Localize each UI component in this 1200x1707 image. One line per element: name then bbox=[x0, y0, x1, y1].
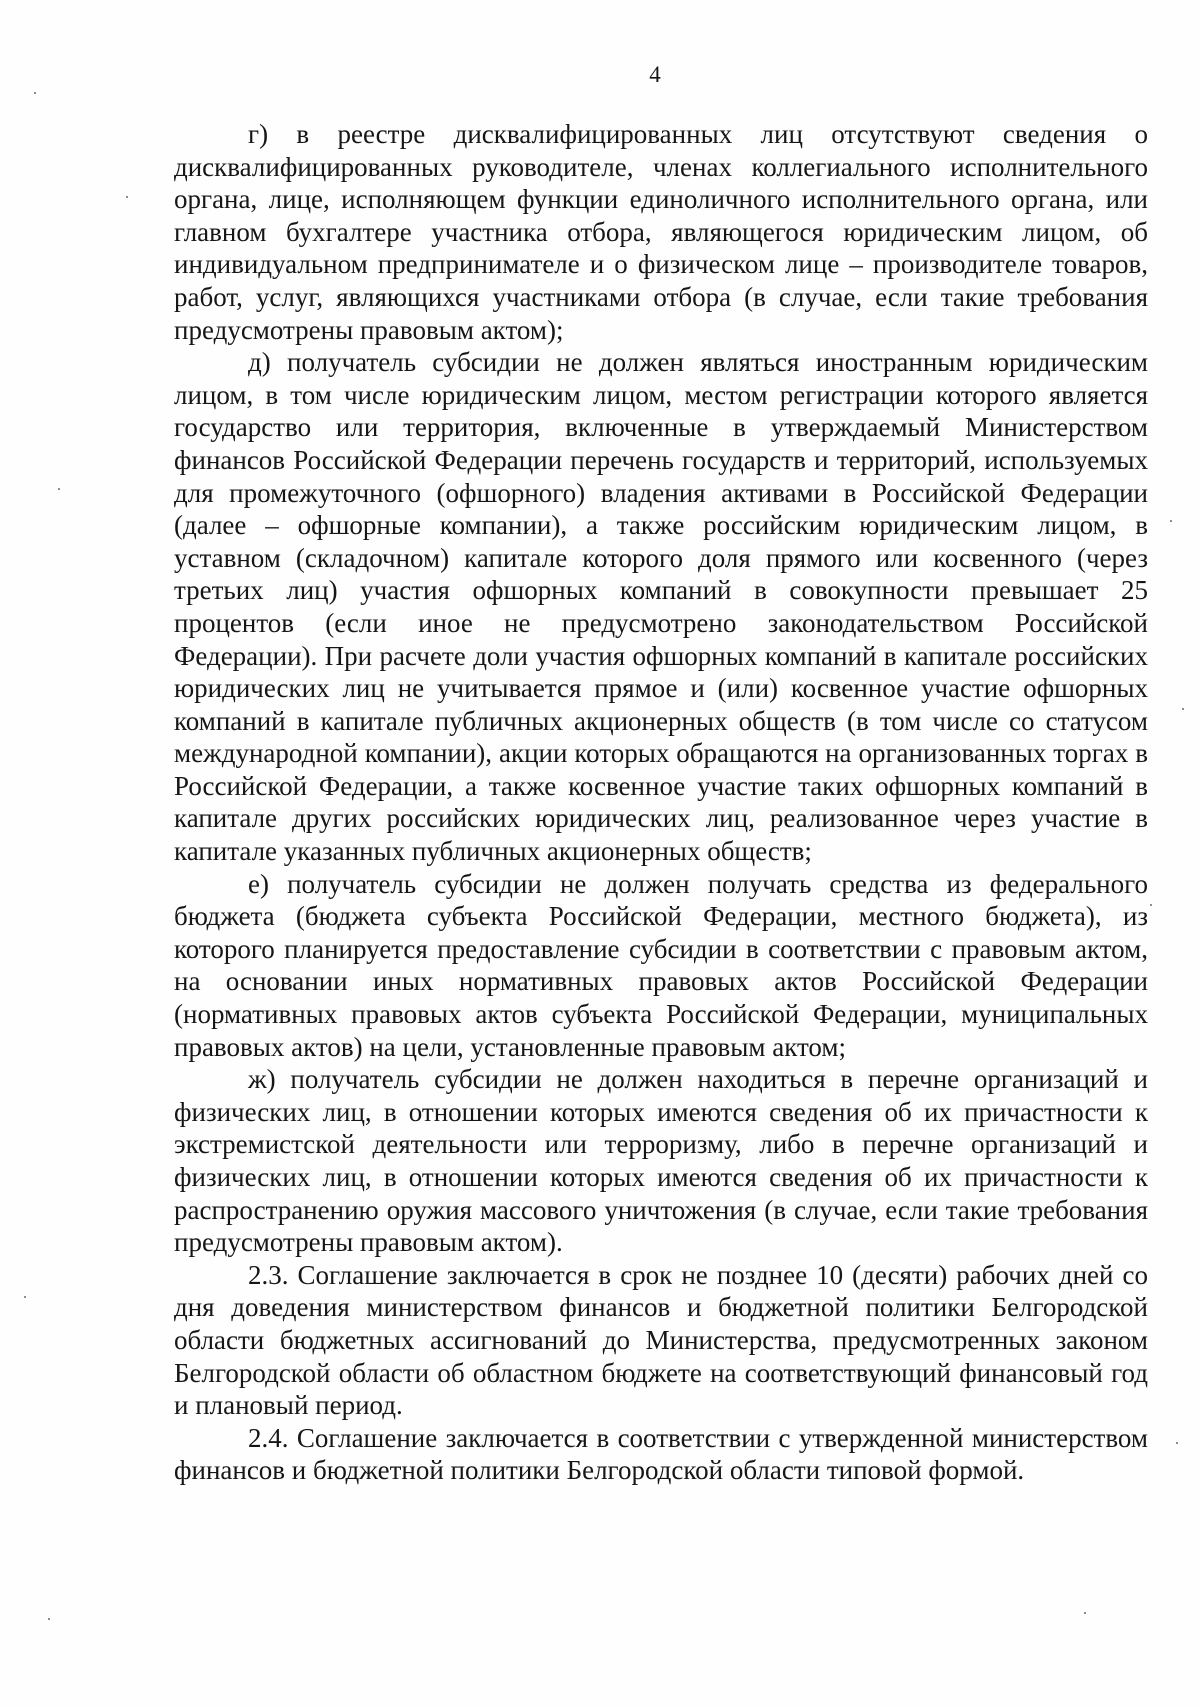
scan-speck bbox=[126, 196, 128, 198]
scan-speck bbox=[1170, 520, 1172, 522]
scan-speck bbox=[58, 488, 60, 490]
paragraph-e-federal-budget-funds: е) получатель субсидии не должен получать средства из федерального бюджета (бюджета субъекта Российской Федерации, местного бюджета), из которого планируется предоставление субсидии в соответствии с правовым актом, на основании иных нормативных правовых актов Российской Федерации (нормативных правовых актов субъекта Российской Федерации, муниципальных правовых актов) на цели, установленные правовым актом; bbox=[174, 868, 1148, 1062]
scan-speck bbox=[24, 1296, 26, 1298]
scan-speck bbox=[34, 92, 36, 94]
scan-speck bbox=[1182, 708, 1184, 710]
scan-speck bbox=[1084, 1612, 1086, 1614]
paragraph-zh-extremism-list: ж) получатель субсидии не должен находиться в перечне организаций и физических лиц, в отношении которых имеются сведения об их причастности к экстремистской деятельности или терроризму, либо в перечне организаций и физических лиц, в отношении которых имеются сведения об их причастности к распространению оружия массового уничтожения (в случае, если такие требования предусмотрены правовым актом). bbox=[174, 1064, 1148, 1258]
page-number: 4 bbox=[649, 62, 661, 87]
scan-speck bbox=[1176, 1442, 1178, 1444]
scan-speck bbox=[1150, 904, 1152, 906]
paragraph-d-foreign-entity: д) получатель субсидии не должен являться иностранным юридическим лицом, в том числе юридическим лицом, местом регистрации которого является государство или территория, включенные в утверждаемый Министерством финансов Российской Федерации перечень государств и территорий, используемых для промежуточного (офшорного) владения активами в Российской Федерации (далее – офшорные компании), а также российским юридическим лицом, в уставном (складочном) капитале которого доля прямого или косвенного (через третьих лиц) участия офшорных компаний в совокупности превышает 25 процентов (если иное не предусмотрено законодательством Российской Федерации). При расчете доли участия офшорных компаний в капитале российских юридических лиц не учитывается прямое и (или) косвенное участие офшорных компаний в капитале публичных акционерных обществ (в том числе со статусом международной компании), акции которых обращаются на организованных торгах в Российской Федерации, а также косвенное участие таких офшорных компаний в капитале других российских юридических лиц, реализованное через участие в капитале указанных публичных акционерных обществ; bbox=[174, 347, 1148, 867]
scan-speck bbox=[48, 1618, 50, 1620]
paragraph-g-disqualified-persons: г) в реестре дисквалифицированных лиц отсутствуют сведения о дисквалифицированных руководителе, членах коллегиального исполнительного органа, лице, исполняющем функции единоличного исполнительного органа, или главном бухгалтере участника отбора, являющегося юридическим лицом, об индивидуальном предпринимателе и о физическом лице – производителе товаров, работ, услуг, являющихся участниками отбора (в случае, если такие требования предусмотрены правовым актом); bbox=[174, 119, 1148, 345]
paragraph-2-3-agreement-term: 2.3. Соглашение заключается в срок не позднее 10 (десяти) рабочих дней со дня доведения министерством финансов и бюджетной политики Белгородской области бюджетных ассигнований до Министерства, предусмотренных законом Белгородской области об областном бюджете на соответствующий финансовый год и плановый период. bbox=[174, 1259, 1148, 1421]
paragraph-2-4-standard-form: 2.4. Соглашение заключается в соответствии с утвержденной министерством финансов и бюджетной политики Белгородской области типовой формой. bbox=[174, 1422, 1148, 1486]
document-body bbox=[174, 118, 1148, 1487]
